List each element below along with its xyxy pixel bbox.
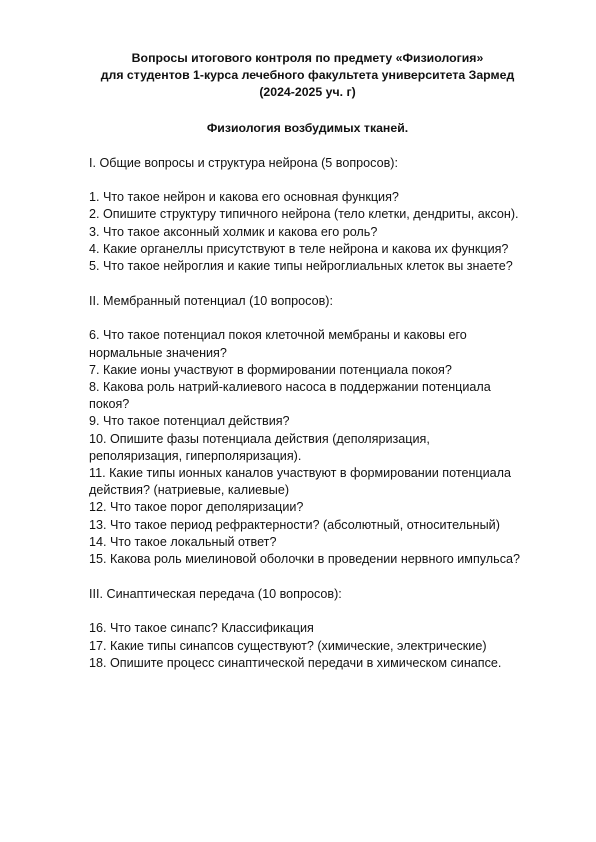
question-section: [89, 586, 526, 672]
question-item: 6. Что такое потенциал покоя клеточной мембраны и каковы его нормальные значения?: [89, 328, 467, 360]
section-heading: I. Общие вопросы и структура нейрона (5 вопросов):: [89, 156, 398, 170]
question-list: [89, 327, 526, 568]
section-heading: II. Мембранный потенциал (10 вопросов):: [89, 294, 334, 309]
question-item: 17. Какие типы синапсов существуют? (химические, электрические): [89, 638, 487, 653]
question-item: 5. Что такое нейроглия и какие типы нейроглиальных клеток вы знаете?: [89, 259, 513, 274]
question-item: 2. Опишите структуру типичного нейрона (тело клетки, дендриты, аксон).: [89, 207, 519, 222]
question-item: 4. Какие органеллы присутствуют в теле нейрона и какова их функция?: [89, 241, 509, 256]
question-item: 18. Опишите процесс синаптической передачи в химическом синапсе.: [89, 655, 502, 670]
question-item: 13. Что такое период рефрактерности? (абсолютный, относительный): [89, 517, 500, 532]
question-item: 9. Что такое потенциал действия?: [89, 414, 290, 429]
header-audience-line: для студентов 1-курса лечебного факультета университета Зармед: [100, 68, 515, 82]
question-item: 14. Что такое локальный ответ?: [89, 534, 277, 549]
document-header: [89, 50, 526, 101]
question-section: [89, 155, 526, 275]
question-item: 15. Какова роль миелиновой оболочки в проведении нервного импульса?: [89, 552, 521, 567]
question-item: 10. Опишите фазы потенциала действия (деполяризация, реполяризация, гиперполяризация).: [89, 431, 430, 463]
question-item: 7. Какие ионы участвуют в формировании потенциала покоя?: [89, 362, 452, 377]
question-sections: [89, 155, 526, 672]
question-list: [89, 189, 526, 275]
section-heading: III. Синаптическая передача (10 вопросов):: [89, 587, 342, 602]
question-item: 3. Что такое аксонный холмик и какова его роль?: [89, 224, 378, 239]
question-item: 11. Какие типы ионных каналов участвуют в формировании потенциала действия? (натриевые, калиевые): [89, 466, 512, 498]
question-item: 8. Какова роль натрий-калиевого насоса в поддержании потенциала покоя?: [89, 380, 491, 412]
question-list: [89, 620, 526, 672]
question-item: 16. Что такое синапс? Классификация: [89, 621, 314, 636]
header-title-line: Вопросы итогового контроля по предмету «Физиология»: [131, 51, 484, 65]
question-item: 1. Что такое нейрон и какова его основная функция?: [89, 190, 399, 205]
header-academic-year: (2024-2025 уч. г): [259, 85, 356, 99]
topic-title: Физиология возбудимых тканей.: [206, 121, 409, 135]
question-item: 12. Что такое порог деполяризации?: [89, 500, 304, 515]
question-section: [89, 293, 526, 568]
